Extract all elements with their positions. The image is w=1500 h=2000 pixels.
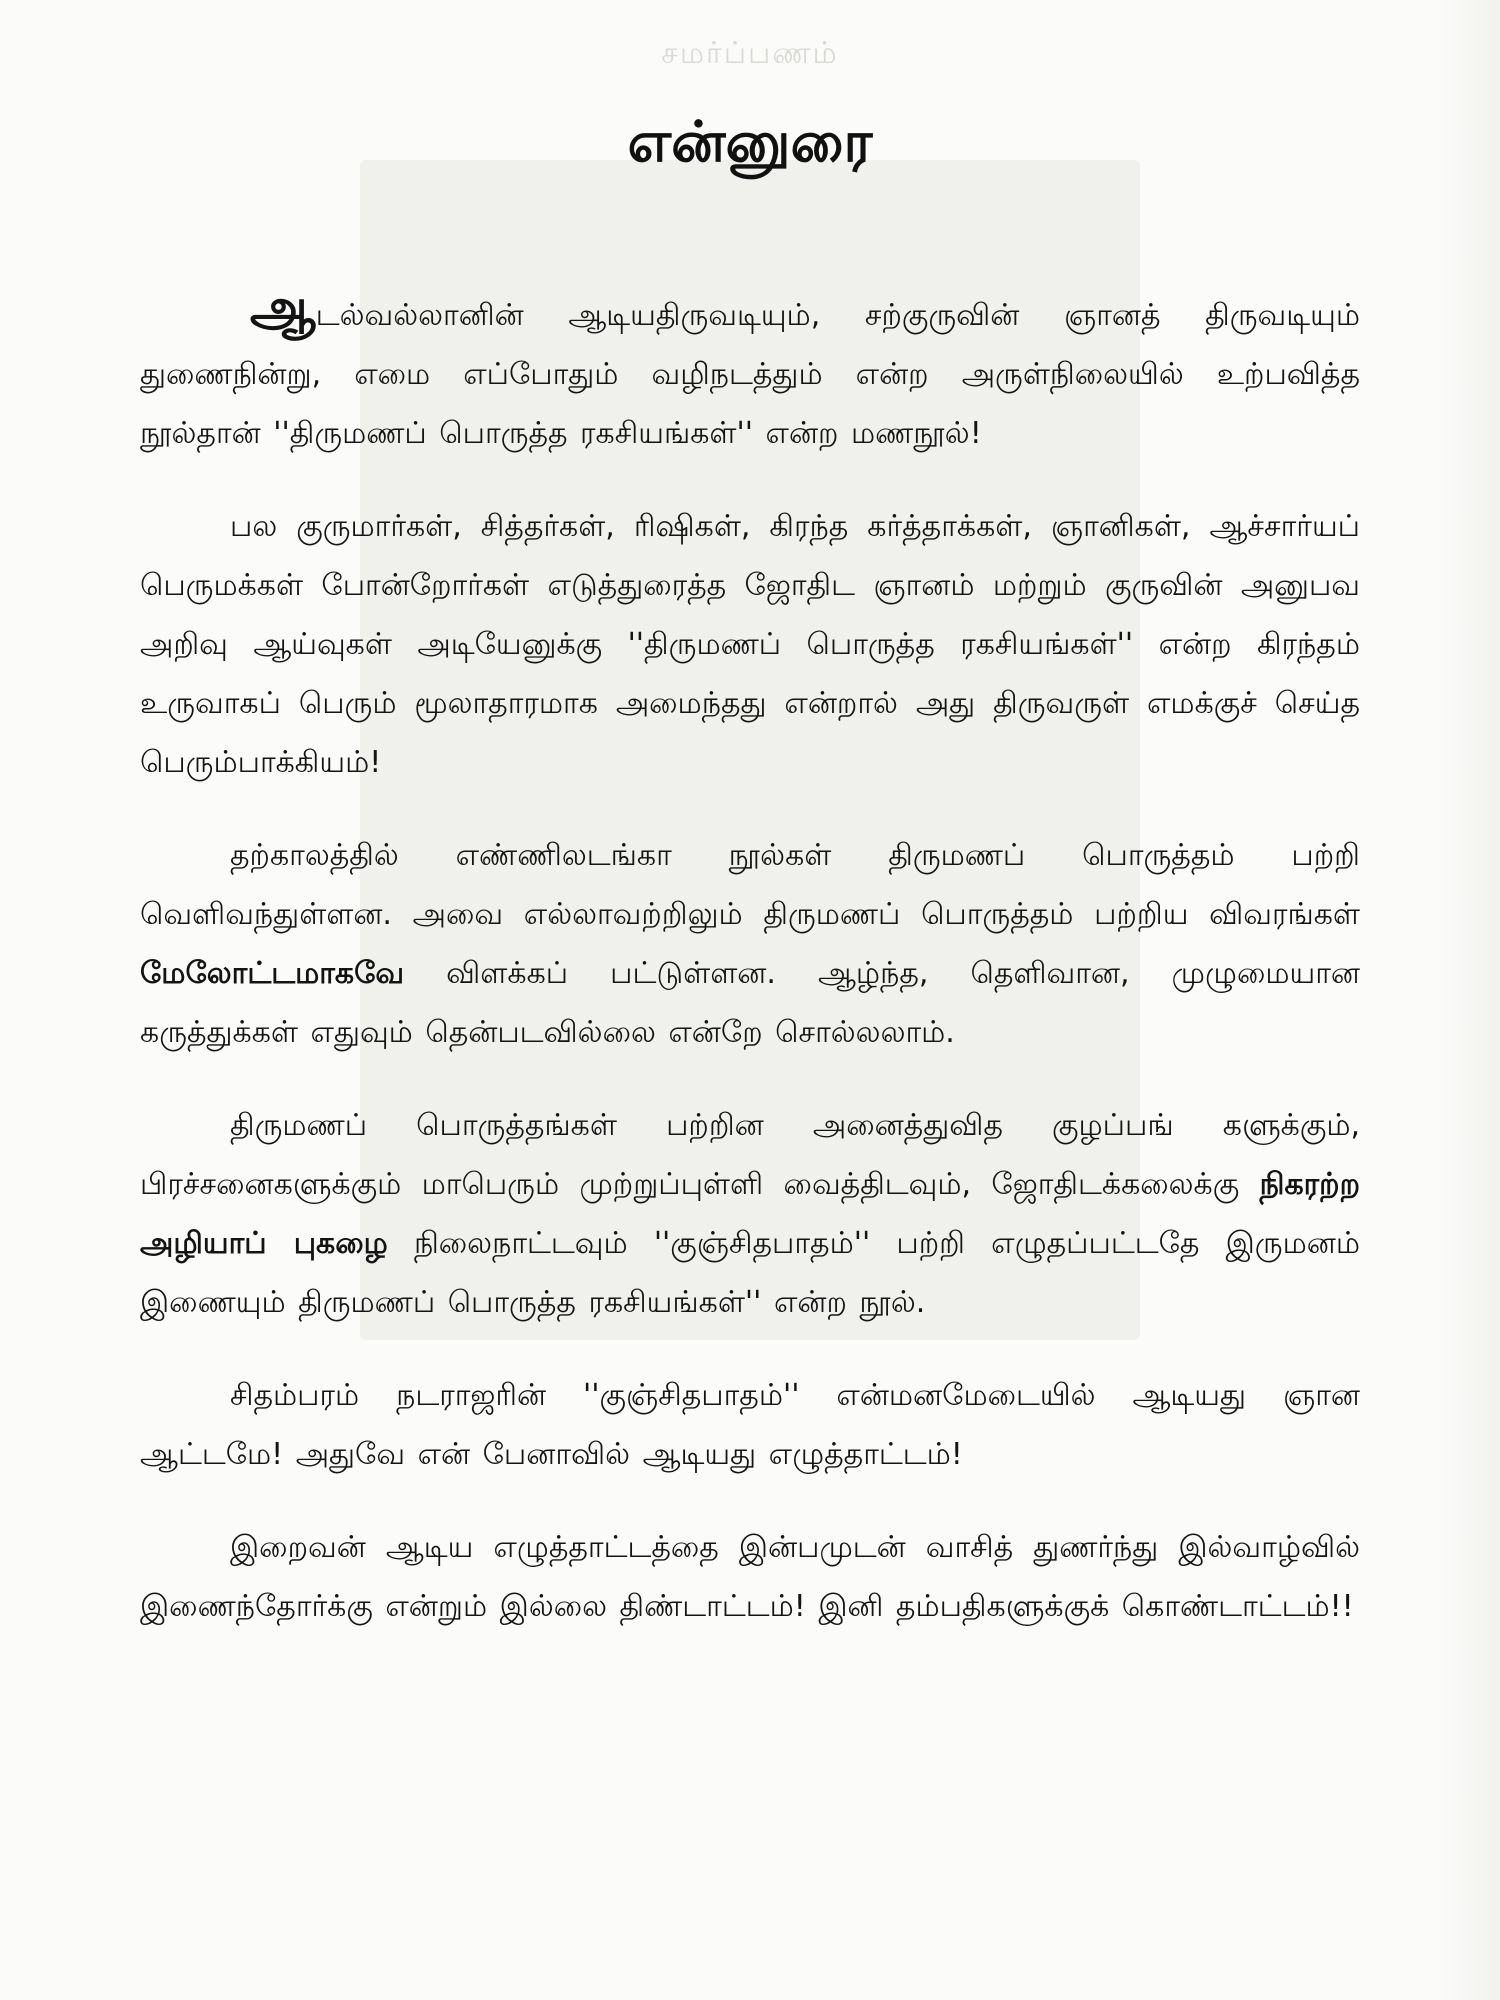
paragraph-3-bold-phrase: மேலோட்டமாகவே	[140, 956, 405, 991]
body-text	[140, 278, 1360, 1670]
paragraph-4	[140, 1096, 1360, 1332]
paragraph-1-text: டல்வல்லானின் ஆடியதிருவடியும், சற்குருவின் ஞானத் திருவடியும் துணைநின்று, எமை எப்போதும் வழிநடத்தும் என்ற அருள்நிலையில் உற்பவித்த நூல்தான் ''திருமணப் பொருத்த ரகசியங்கள்'' என்ற மணநூல்!	[140, 298, 1360, 451]
running-header: சமர்ப்பணம்	[661, 36, 839, 71]
paragraph-1	[140, 278, 1360, 463]
paragraph-3-text-after: விளக்கப் பட்டுள்ளன. ஆழ்ந்த, தெளிவான, முழுமையான கருத்துக்கள் எதுவும் தென்படவில்லை என்றே சொல்லலாம்.	[140, 956, 1360, 1050]
paragraph-3-text-before: தற்காலத்தில் எண்ணிலடங்கா நூல்கள் திருமணப் பொருத்தம் பற்றி வெளிவந்துள்ளன. அவை எல்லாவற்றிலும் திருமணப் பொருத்தம் பற்றிய விவரங்கள்	[140, 838, 1360, 932]
paragraph-3	[140, 826, 1360, 1062]
paragraph-4-text-after: நிலைநாட்டவும் ''குஞ்சிதபாதம்'' பற்றி எழுதப்பட்டதே இருமனம் இணையும் திருமணப் பொருத்த ரகசியங்கள்'' என்ற நூல்.	[140, 1226, 1360, 1320]
paragraph-4-bold-phrase: நிகரற்ற அழியாப் புகழை	[140, 1167, 1360, 1261]
drop-cap: ஆ	[250, 278, 316, 338]
page-edge-shade	[1440, 0, 1500, 2000]
paragraph-5: சிதம்பரம் நடராஜரின் ''குஞ்சிதபாதம்'' என்மனமேடையில் ஆடியது ஞான ஆட்டமே! அதுவே என் பேனாவில் ஆடியது எழுத்தாட்டம்!	[140, 1378, 1360, 1472]
paragraph-4-text-before: திருமணப் பொருத்தங்கள் பற்றின அனைத்துவித குழப்பங் களுக்கும், பிரச்சனைகளுக்கும் மாபெரும் முற்றுப்புள்ளி வைத்திடவும், ஜோதிடக்கலைக்கு	[140, 1108, 1360, 1202]
paragraph-6: இறைவன் ஆடிய எழுத்தாட்டத்தை இன்பமுடன் வாசித் துணர்ந்து இல்வாழ்வில் இணைந்தோர்க்கு என்றும் இல்லை திண்டாட்டம்! இனி தம்பதிகளுக்குக் கொண்டாட்டம்!!	[140, 1530, 1360, 1624]
paragraph-2: பல குருமார்கள், சித்தர்கள், ரிஷிகள், கிரந்த கர்த்தாக்கள், ஞானிகள், ஆச்சார்யப் பெருமக்கள் போன்றோர்கள் எடுத்துரைத்த ஜோதிட ஞானம் மற்றும் குருவின் அனுபவ அறிவு ஆய்வுகள் அடியேனுக்கு ''திருமணப் பொருத்த ரகசியங்கள்'' என்ற கிரந்தம் உருவாகப் பெரும் மூலாதாரமாக அமைந்தது என்றால் அது திருவருள் எமக்குச் செய்த பெரும்பாக்கியம்!	[140, 509, 1360, 780]
page-title: என்னுரை	[627, 110, 873, 175]
